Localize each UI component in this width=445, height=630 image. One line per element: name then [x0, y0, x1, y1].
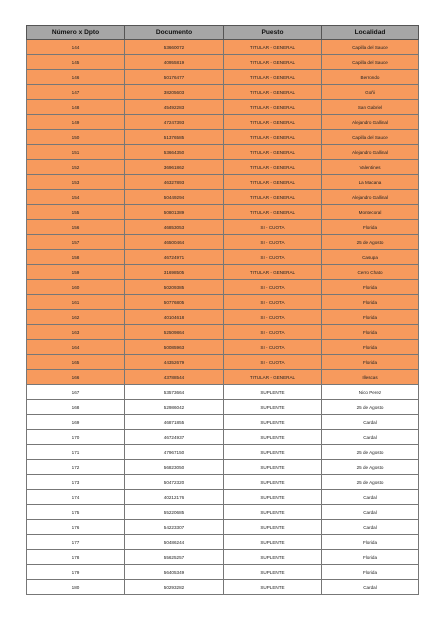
- table-row: [27, 295, 419, 310]
- cell-documento: 47247393: [125, 115, 224, 130]
- cell-numero: 174: [27, 490, 125, 505]
- cell-localidad: La Macana: [322, 175, 419, 190]
- results-table: [26, 25, 419, 595]
- cell-localidad: San Gabriel: [322, 100, 419, 115]
- cell-puesto: TITULAR - GENERAL: [224, 265, 322, 280]
- cell-puesto: SI - CUOTA: [224, 250, 322, 265]
- cell-puesto: SUPLENTE: [224, 505, 322, 520]
- cell-documento: 50472320: [125, 475, 224, 490]
- cell-numero: 154: [27, 190, 125, 205]
- table-row: [27, 490, 419, 505]
- cell-localidad: Florida: [322, 565, 419, 580]
- table-row: [27, 55, 419, 70]
- cell-numero: 158: [27, 250, 125, 265]
- table-row: [27, 205, 419, 220]
- cell-localidad: 25 de Agosto: [322, 235, 419, 250]
- cell-localidad: Florida: [322, 280, 419, 295]
- cell-documento: 56823050: [125, 460, 224, 475]
- cell-documento: 50293282: [125, 580, 224, 595]
- cell-puesto: TITULAR - GENERAL: [224, 130, 322, 145]
- cell-puesto: SI - CUOTA: [224, 325, 322, 340]
- cell-documento: 46500464: [125, 235, 224, 250]
- cell-numero: 178: [27, 550, 125, 565]
- cell-documento: 50176477: [125, 70, 224, 85]
- table-row: [27, 325, 419, 340]
- cell-localidad: Florida: [322, 295, 419, 310]
- cell-localidad: Capilla del Sauce: [322, 55, 419, 70]
- cell-puesto: SUPLENTE: [224, 535, 322, 550]
- cell-localidad: Montecoral: [322, 205, 419, 220]
- cell-puesto: SUPLENTE: [224, 415, 322, 430]
- cell-localidad: Cardal: [322, 580, 419, 595]
- cell-documento: 47967150: [125, 445, 224, 460]
- cell-numero: 146: [27, 70, 125, 85]
- cell-localidad: Alejandro Gallinal: [322, 190, 419, 205]
- cell-documento: 53664350: [125, 145, 224, 160]
- cell-localidad: Florida: [322, 310, 419, 325]
- cell-puesto: SUPLENTE: [224, 400, 322, 415]
- table-row: [27, 130, 419, 145]
- cell-documento: 46327893: [125, 175, 224, 190]
- cell-puesto: SUPLENTE: [224, 385, 322, 400]
- cell-puesto: SUPLENTE: [224, 565, 322, 580]
- cell-numero: 160: [27, 280, 125, 295]
- cell-documento: 52986042: [125, 400, 224, 415]
- table-row: [27, 115, 419, 130]
- cell-puesto: SUPLENTE: [224, 550, 322, 565]
- cell-documento: 54223307: [125, 520, 224, 535]
- cell-localidad: Florida: [322, 325, 419, 340]
- cell-puesto: TITULAR - GENERAL: [224, 115, 322, 130]
- cell-numero: 175: [27, 505, 125, 520]
- table-row: [27, 265, 419, 280]
- cell-localidad: Florida: [322, 535, 419, 550]
- table-row: [27, 475, 419, 490]
- table-row: [27, 250, 419, 265]
- table-row: [27, 100, 419, 115]
- table-row: [27, 370, 419, 385]
- cell-puesto: TITULAR - GENERAL: [224, 70, 322, 85]
- spreadsheet-page: [26, 25, 419, 595]
- cell-numero: 159: [27, 265, 125, 280]
- cell-puesto: SI - CUOTA: [224, 280, 322, 295]
- table-row: [27, 355, 419, 370]
- cell-documento: 50486244: [125, 535, 224, 550]
- cell-localidad: Cardal: [322, 490, 419, 505]
- cell-puesto: SUPLENTE: [224, 520, 322, 535]
- cell-documento: 53660072: [125, 40, 224, 55]
- cell-numero: 171: [27, 445, 125, 460]
- cell-numero: 151: [27, 145, 125, 160]
- table-row: [27, 190, 419, 205]
- cell-localidad: Nico Perez: [322, 385, 419, 400]
- cell-puesto: SI - CUOTA: [224, 340, 322, 355]
- cell-numero: 172: [27, 460, 125, 475]
- cell-localidad: 25 de Agosto: [322, 460, 419, 475]
- cell-numero: 166: [27, 370, 125, 385]
- cell-puesto: SI - CUOTA: [224, 355, 322, 370]
- cell-documento: 56405349: [125, 565, 224, 580]
- cell-numero: 147: [27, 85, 125, 100]
- cell-localidad: Illescas: [322, 370, 419, 385]
- table-row: [27, 220, 419, 235]
- cell-documento: 51376585: [125, 130, 224, 145]
- cell-puesto: TITULAR - GENERAL: [224, 175, 322, 190]
- cell-puesto: SI - CUOTA: [224, 310, 322, 325]
- cell-localidad: Capilla del Sauce: [322, 40, 419, 55]
- cell-puesto: TITULAR - GENERAL: [224, 160, 322, 175]
- cell-localidad: Cardal: [322, 415, 419, 430]
- cell-documento: 50085963: [125, 340, 224, 355]
- cell-numero: 170: [27, 430, 125, 445]
- cell-documento: 53573664: [125, 385, 224, 400]
- cell-documento: 46724971: [125, 250, 224, 265]
- table-row: [27, 70, 419, 85]
- table-row: [27, 580, 419, 595]
- cell-documento: 50209385: [125, 280, 224, 295]
- cell-puesto: TITULAR - GENERAL: [224, 100, 322, 115]
- table-body: [27, 40, 419, 595]
- table-row: [27, 310, 419, 325]
- cell-documento: 46853053: [125, 220, 224, 235]
- cell-localidad: Cerro Chato: [322, 265, 419, 280]
- cell-documento: 52509864: [125, 325, 224, 340]
- column-header-documento: Documento: [125, 26, 224, 40]
- cell-localidad: Goñi: [322, 85, 419, 100]
- cell-localidad: 25 de Agosto: [322, 445, 419, 460]
- cell-puesto: SI - CUOTA: [224, 220, 322, 235]
- table-row: [27, 145, 419, 160]
- cell-documento: 31698505: [125, 265, 224, 280]
- column-header-numero: Número x Dpto: [27, 26, 125, 40]
- cell-documento: 36961862: [125, 160, 224, 175]
- table-row: [27, 280, 419, 295]
- cell-documento: 50801389: [125, 205, 224, 220]
- cell-localidad: Florida: [322, 220, 419, 235]
- cell-documento: 40104618: [125, 310, 224, 325]
- cell-puesto: SUPLENTE: [224, 430, 322, 445]
- cell-puesto: TITULAR - GENERAL: [224, 205, 322, 220]
- cell-documento: 50776805: [125, 295, 224, 310]
- cell-numero: 168: [27, 400, 125, 415]
- cell-documento: 55625257: [125, 550, 224, 565]
- cell-localidad: 25 de Agosto: [322, 475, 419, 490]
- cell-documento: 43788544: [125, 370, 224, 385]
- cell-localidad: Alejandro Gallinal: [322, 145, 419, 160]
- table-row: [27, 505, 419, 520]
- cell-numero: 177: [27, 535, 125, 550]
- table-row: [27, 550, 419, 565]
- column-header-puesto: Puesto: [224, 26, 322, 40]
- cell-localidad: Cardal: [322, 520, 419, 535]
- cell-numero: 153: [27, 175, 125, 190]
- cell-puesto: TITULAR - GENERAL: [224, 85, 322, 100]
- table-row: [27, 460, 419, 475]
- cell-localidad: Cardal: [322, 430, 419, 445]
- table-header-row: [27, 26, 419, 40]
- table-row: [27, 85, 419, 100]
- cell-documento: 40955819: [125, 55, 224, 70]
- cell-documento: 45492283: [125, 100, 224, 115]
- cell-documento: 55220685: [125, 505, 224, 520]
- cell-numero: 163: [27, 325, 125, 340]
- cell-documento: 44352679: [125, 355, 224, 370]
- cell-numero: 156: [27, 220, 125, 235]
- cell-documento: 38205603: [125, 85, 224, 100]
- cell-localidad: Berrondo: [322, 70, 419, 85]
- cell-localidad: Florida: [322, 355, 419, 370]
- cell-numero: 176: [27, 520, 125, 535]
- table-row: [27, 340, 419, 355]
- cell-puesto: SUPLENTE: [224, 445, 322, 460]
- cell-numero: 148: [27, 100, 125, 115]
- cell-localidad: Valentines: [322, 160, 419, 175]
- cell-documento: 40212176: [125, 490, 224, 505]
- cell-documento: 46724937: [125, 430, 224, 445]
- cell-puesto: TITULAR - GENERAL: [224, 190, 322, 205]
- cell-localidad: Casupa: [322, 250, 419, 265]
- table-row: [27, 40, 419, 55]
- cell-localidad: Capilla del Sauce: [322, 130, 419, 145]
- cell-puesto: SI - CUOTA: [224, 235, 322, 250]
- cell-puesto: TITULAR - GENERAL: [224, 40, 322, 55]
- table-row: [27, 430, 419, 445]
- table-row: [27, 235, 419, 250]
- cell-localidad: Florida: [322, 340, 419, 355]
- cell-numero: 169: [27, 415, 125, 430]
- cell-numero: 152: [27, 160, 125, 175]
- cell-puesto: TITULAR - GENERAL: [224, 370, 322, 385]
- table-row: [27, 415, 419, 430]
- cell-numero: 161: [27, 295, 125, 310]
- cell-numero: 149: [27, 115, 125, 130]
- cell-localidad: 25 de Agosto: [322, 400, 419, 415]
- cell-puesto: SUPLENTE: [224, 580, 322, 595]
- table-row: [27, 160, 419, 175]
- cell-puesto: SUPLENTE: [224, 460, 322, 475]
- cell-documento: 46871855: [125, 415, 224, 430]
- table-row: [27, 385, 419, 400]
- cell-numero: 173: [27, 475, 125, 490]
- cell-numero: 162: [27, 310, 125, 325]
- table-row: [27, 535, 419, 550]
- cell-numero: 157: [27, 235, 125, 250]
- table-row: [27, 445, 419, 460]
- cell-documento: 50449294: [125, 190, 224, 205]
- cell-numero: 179: [27, 565, 125, 580]
- cell-localidad: Alejandro Gallinal: [322, 115, 419, 130]
- cell-numero: 165: [27, 355, 125, 370]
- table-row: [27, 565, 419, 580]
- table-row: [27, 520, 419, 535]
- column-header-localidad: Localidad: [322, 26, 419, 40]
- cell-localidad: Florida: [322, 550, 419, 565]
- cell-numero: 155: [27, 205, 125, 220]
- cell-numero: 145: [27, 55, 125, 70]
- cell-puesto: TITULAR - GENERAL: [224, 55, 322, 70]
- cell-puesto: TITULAR - GENERAL: [224, 145, 322, 160]
- cell-numero: 144: [27, 40, 125, 55]
- cell-numero: 167: [27, 385, 125, 400]
- cell-numero: 150: [27, 130, 125, 145]
- cell-numero: 180: [27, 580, 125, 595]
- cell-puesto: SI - CUOTA: [224, 295, 322, 310]
- cell-puesto: SUPLENTE: [224, 490, 322, 505]
- table-row: [27, 175, 419, 190]
- cell-puesto: SUPLENTE: [224, 475, 322, 490]
- table-row: [27, 400, 419, 415]
- cell-numero: 164: [27, 340, 125, 355]
- cell-localidad: Cardal: [322, 505, 419, 520]
